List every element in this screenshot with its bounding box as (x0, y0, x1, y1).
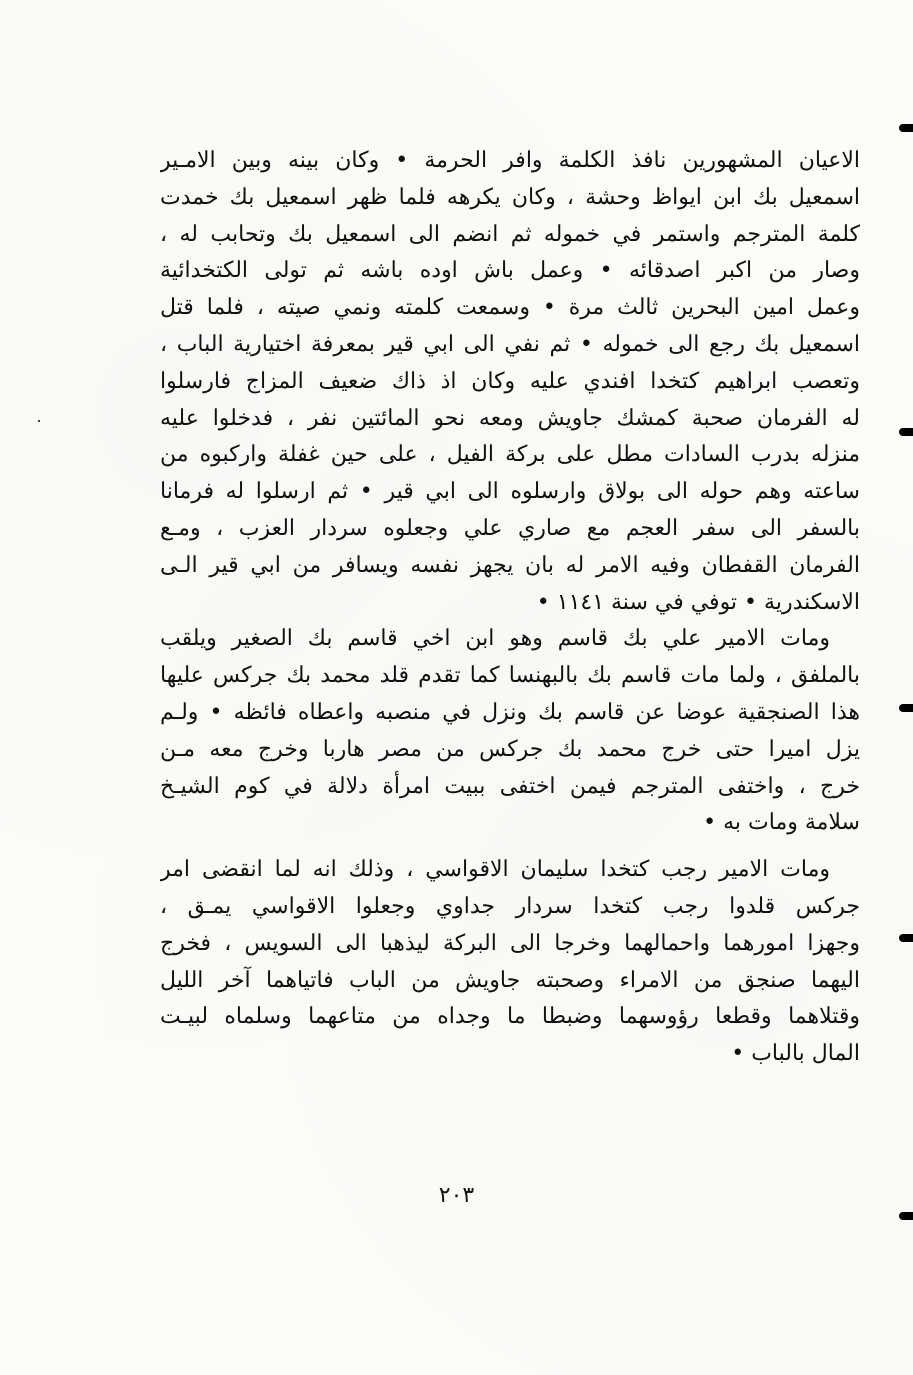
text-line: وتعصب ابراهيم كتخدا افندي عليه وكان اذ ذاك ضعيف المزاج فارسلوا (160, 368, 860, 394)
text-line: منزله بدرب السادات مطل على بركة الفيل ، على حين غفلة واركبوه من (160, 442, 860, 468)
paragraph-2 (160, 621, 860, 842)
text-line: سلامة ومات به • (703, 810, 860, 836)
binding-edge-mark (899, 934, 913, 942)
text-line: الاعيان المشهورين نافذ الكلمة وافر الحرمة • وكان بينه وبين الامـير (160, 148, 860, 173)
text-line: هذا الصنجقية عوضا عن قاسم بك ونزل في منصبه واعطاه فائظه • ولـم (160, 699, 860, 725)
paragraph-3 (160, 852, 860, 1073)
binding-edge-mark (899, 124, 913, 132)
text-line: اسمعيل بك ابن ايواظ وحشة ، وكان يكرهه فلما ظهر اسمعيل بك خمدت (160, 184, 860, 210)
text-line: اليهما صنجق من الامراء وصحبته جاويش من الباب فاتياهما آخر الليل (160, 967, 860, 993)
text-line: اسمعيل بك رجع الى خموله • ثم نفي الى ابي قير بمعرفة اختيارية الباب ، (160, 331, 860, 357)
text-line: كلمة المترجم واستمر في خموله ثم انضم الى اسمعيل بك وتحابب له ، (160, 221, 860, 247)
text-line: ومات الامير رجب كتخدا سليمان الاقواسي ، وذلك انه لما انقضى امر (160, 857, 830, 883)
text-line: له الفرمان صحبة كمشك جاويش ومعه نحو المائتين نفر ، فدخلوا عليه (160, 405, 860, 431)
text-line: يزل اميرا حتى خرج محمد بك جركس من مصر هاربا وخرج معه مـن (160, 736, 860, 762)
text-line: وصار من اكبر اصدقائه • وعمل باش اوده باشه ثم تولى الكتخدائية (160, 258, 860, 284)
text-line: بالملفق ، ولما مات قاسم بك بالبهنسا كما تقدم قلد محمد بك جركس عليها (160, 663, 860, 689)
page-number: ٢٠٣ (438, 1183, 475, 1208)
text-line: الاسكندرية • توفي في سنة ١١٤١ • (536, 589, 860, 615)
text-line: ساعته وهم حوله الى بولاق وارسلوه الى ابي قير • ثم ارسلوا له فرمانا (160, 479, 860, 505)
text-line: الفرمان القفطان وفيه الامر له بان يجهز نفسه ويسافر من ابي قير الـى (160, 552, 860, 578)
text-line: وقتلاهما وقطعا رؤوسهما وضبطا ما وجداه من متاعهما وسلماه لبيـت (160, 1004, 860, 1030)
paragraph-1 (160, 143, 860, 621)
binding-edge-mark (899, 1212, 913, 1220)
text-line: خرج ، واختفى المترجم فيمن اختفى ببيت امرأة دلالة في كوم الشيـخ (160, 773, 860, 799)
scan-speck (38, 420, 40, 422)
binding-edge-mark (899, 428, 913, 436)
binding-edge-mark (899, 704, 913, 712)
paragraph-spacer (160, 842, 860, 852)
text-line: المال بالباب • (731, 1041, 860, 1067)
text-line: ومات الامير علي بك قاسم وهو ابن اخي قاسم بك الصغير ويلقب (160, 626, 830, 652)
text-line: وجهزا امورهما واحمالهما وخرجا الى البركة ليذهبا الى السويس ، فخرج (160, 930, 860, 956)
text-line: جركس قلدوا رجب كتخدا سردار جداوي وجعلوا الاقواسي يمـق ، (160, 893, 860, 919)
text-line: بالسفر الى سفر العجم مع صاري علي وجعلوه سردار العزب ، ومـع (160, 515, 860, 541)
text-line: وعمل امين البحرين ثالث مرة • وسمعت كلمته ونمي صيته ، فلما قتل (160, 295, 860, 321)
page-body (160, 143, 860, 1073)
